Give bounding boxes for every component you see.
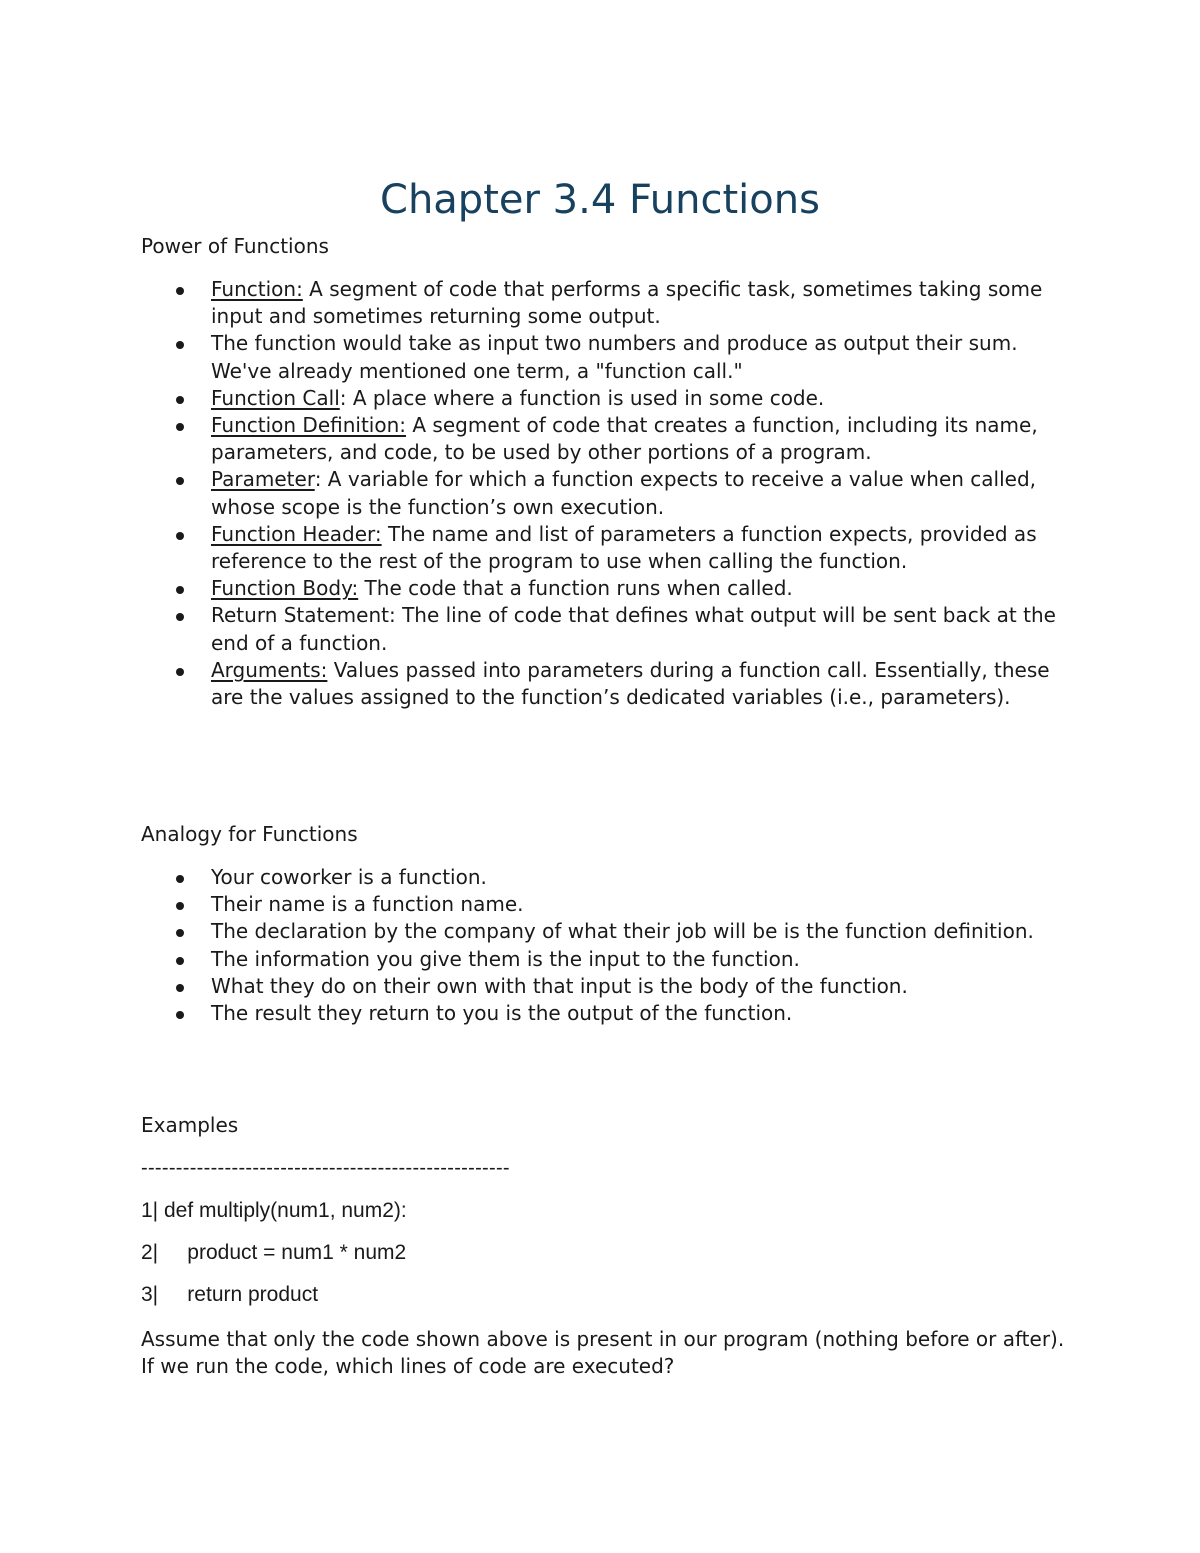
code-line-3: 3| return product [141,1283,319,1306]
term-description: A segment of code that performs a specific task, sometimes taking some input and sometimes returning some output. [211,277,1043,329]
list-item [141,276,1081,330]
code-line-1: 1| def multiply(num1, num2): [141,1199,407,1222]
list-item [141,412,1081,466]
term-description: The name and list of parameters a function expects, provided as reference to the rest of the program to use when calling the function. [211,521,1037,574]
term-label: Function Body: [211,576,359,601]
list-item [141,330,1081,384]
page-title: Chapter 3.4 Functions [380,177,820,223]
list-item: The declaration by the company of what their job will be is the function definition. [141,918,1081,945]
term-label: Function: [211,277,303,301]
list-item [141,575,1081,602]
term-label: Function Call [211,385,340,410]
code-line-2: 2| product = num1 * num2 [141,1241,407,1264]
dashed-divider: ----------------------------------------------------- [141,1157,510,1179]
term-description: Values passed into parameters during a function call. Essentially, these are the values assigned to the function’s dedicated variables (i.e., parameters). [211,657,1050,710]
term-description: : A place where a function is used in some code. [339,385,825,410]
list-item [141,657,1081,711]
term-label: Function Header: [211,521,382,546]
term-description: The function would take as input two numbers and produce as output their sum. We've already mentioned one term, a "function call." [211,331,1018,383]
list-item [141,602,1081,656]
term-description: A segment of code that creates a function, including its name, parameters, and code, to be used by other portions of a program. [211,413,1038,465]
term-description: Return Statement: The line of code that defines what output will be sent back at the end of a function. [211,603,1056,655]
term-label: Arguments: [211,657,328,682]
analogy-list [141,864,1081,1027]
list-item [141,521,1081,575]
section-heading-examples: Examples [141,1113,239,1137]
term-description: : A variable for which a function expects to receive a value when called, whose scope is the function’s own execution. [211,467,1037,519]
list-item: The result they return to you is the output of the function. [141,1000,1081,1027]
term-description: The code that a function runs when called. [358,576,793,601]
list-item [141,466,1081,520]
list-item: Your coworker is a function. [141,864,1081,891]
list-item: The information you give them is the input to the function. [141,946,1081,973]
list-item: Their name is a function name. [141,891,1081,918]
section-heading-power: Power of Functions [141,234,329,258]
example-question: Assume that only the code shown above is present in our program (nothing before or after). If we run the code, which lines of code are executed? [141,1327,1065,1379]
power-list [141,276,1081,711]
list-item: What they do on their own with that input is the body of the function. [141,973,1081,1000]
term-label: Function Definition: [211,413,407,438]
section-heading-analogy: Analogy for Functions [141,822,358,846]
term-label: Parameter [211,467,315,492]
list-item [141,385,1081,412]
